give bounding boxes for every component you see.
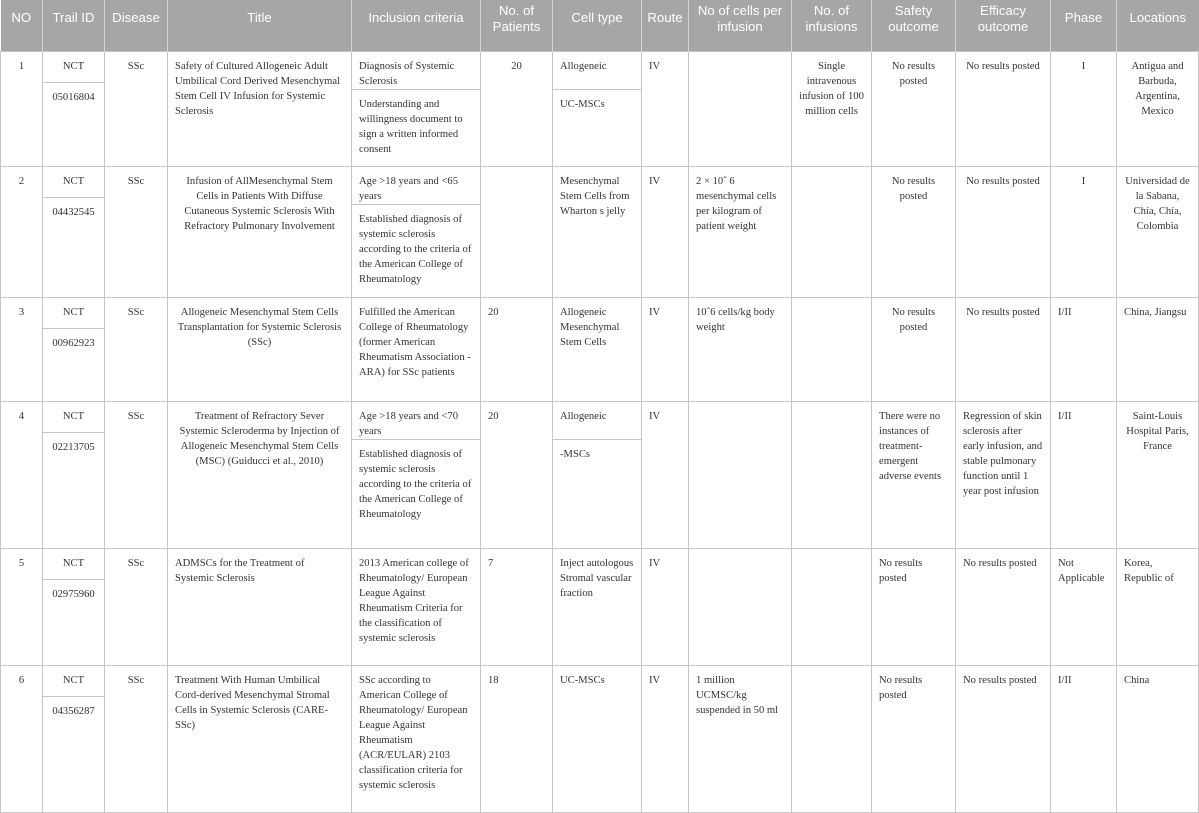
cell-route: IV: [642, 666, 689, 813]
cell-location: Korea, Republic of: [1117, 549, 1199, 666]
inclusion-criterion-1: Diagnosis of Systemic Sclerosis: [359, 61, 455, 87]
cell-cell-type: UC-MSCs: [553, 666, 642, 813]
cell-location: Antigua and Barbuda, Argentina, Mexico: [1117, 52, 1199, 167]
cell-cell-type: Mesenchymal Stem Cells from Wharton s jelly: [553, 167, 642, 298]
trail-id-prefix: NCT: [62, 61, 85, 72]
cell-route: IV: [642, 167, 689, 298]
cell-trail-id: [43, 52, 105, 167]
cell-title: Allogeneic Mesenchymal Stem Cells Transplantation for Systemic Sclerosis (SSc): [168, 298, 352, 402]
table-row: [1, 666, 1199, 813]
cell-cells-per-infusion: [689, 402, 792, 549]
cell-infusions: [792, 666, 872, 813]
cell-no: 2: [1, 167, 43, 298]
inclusion-criterion-2: Understanding and willingness document to sign a written informed consent: [352, 89, 480, 160]
cell-disease: SSc: [105, 298, 168, 402]
cell-cells-per-infusion: 2 × 10ˆ 6 mesenchymal cells per kilogram of patient weight: [689, 167, 792, 298]
cell-title: Treatment of Refractory Sever Systemic Scleroderma by Injection of Allogeneic Mesenchymal Stem Cells (MSC) (Guiducci et al., 2010): [168, 402, 352, 549]
cell-phase: I/II: [1051, 402, 1117, 549]
header-cell-type: Cell type: [553, 0, 642, 52]
header-inclusion-criteria: Inclusion criteria: [352, 0, 481, 52]
cell-no: 1: [1, 52, 43, 167]
cell-cell-type: Allogeneic Mesenchymal Stem Cells: [553, 298, 642, 402]
header-row: [1, 0, 1199, 52]
table-row: [1, 167, 1199, 298]
cell-patients: 20: [481, 402, 553, 549]
inclusion-criterion-1: Age >18 years and <70 years: [359, 411, 459, 437]
cell-phase: Not Applicable: [1051, 549, 1117, 666]
cell-title: Treatment With Human Umbilical Cord-derived Mesenchymal Stromal Cells in Systemic Sclerosis (CARE-SSc): [168, 666, 352, 813]
cell-infusions: Single intravenous infusion of 100 million cells: [792, 52, 872, 167]
cell-cell-type: Inject autologous Stromal vascular fraction: [553, 549, 642, 666]
cell-safety: No results posted: [872, 167, 956, 298]
cell-no: 4: [1, 402, 43, 549]
trail-id-prefix: NCT: [62, 558, 85, 569]
cell-cells-per-infusion: [689, 549, 792, 666]
cell-safety: There were no instances of treatment-emergent adverse events: [872, 402, 956, 549]
cell-patients: 20: [481, 52, 553, 167]
trail-id-number: 02213705: [43, 432, 104, 458]
header-disease: Disease: [105, 0, 168, 52]
cell-disease: SSc: [105, 549, 168, 666]
cell-route: IV: [642, 52, 689, 167]
cell-trail-id: [43, 666, 105, 813]
cell-patients: [481, 167, 553, 298]
cell-cell-type: [553, 402, 642, 549]
cell-location: Saint-Louis Hospital Paris, France: [1117, 402, 1199, 549]
cell-efficacy: Regression of skin sclerosis after early infusion, and stable pulmonary function until 1 year post infusion: [956, 402, 1051, 549]
cell-disease: SSc: [105, 402, 168, 549]
cell-inclusion: [352, 52, 481, 167]
table-row: [1, 402, 1199, 549]
cell-trail-id: [43, 549, 105, 666]
cell-trail-id: [43, 402, 105, 549]
header-route: Route: [642, 0, 689, 52]
trail-id-number: 02975960: [43, 579, 104, 605]
cell-title: Infusion of AllMesenchymal Stem Cells in Patients With Diffuse Cutaneous Systemic Sclerosis With Refractory Pulmonary Involvement: [168, 167, 352, 298]
cell-title: ADMSCs for the Treatment of Systemic Sclerosis: [168, 549, 352, 666]
cell-type-1: Allogeneic: [560, 61, 607, 72]
header-no-of-infusions: No. of infusions: [792, 0, 872, 52]
header-no: NO: [1, 0, 43, 52]
cell-infusions: [792, 549, 872, 666]
cell-type-2: -MSCs: [553, 439, 641, 465]
table-row: [1, 52, 1199, 167]
cell-inclusion: [352, 402, 481, 549]
cell-cells-per-infusion: 10ˆ6 cells/kg body weight: [689, 298, 792, 402]
trail-id-number: 00962923: [43, 328, 104, 354]
trail-id-prefix: NCT: [62, 176, 85, 187]
cell-safety: No results posted: [872, 549, 956, 666]
cell-disease: SSc: [105, 52, 168, 167]
inclusion-criterion-2: Established diagnosis of systemic sclerosis according to the criteria of the American College of Rheumatology: [352, 204, 480, 290]
cell-safety: No results posted: [872, 666, 956, 813]
header-cells-per-infusion: No of cells per infusion: [689, 0, 792, 52]
header-safety-outcome: Safety outcome: [872, 0, 956, 52]
inclusion-criterion-2: Established diagnosis of systemic sclerosis according to the criteria of the American College of Rheumatology: [352, 439, 480, 525]
trail-id-number: 04432545: [43, 197, 104, 223]
cell-location: China: [1117, 666, 1199, 813]
cell-phase: I/II: [1051, 666, 1117, 813]
cell-no: 3: [1, 298, 43, 402]
cell-safety: No results posted: [872, 298, 956, 402]
cell-trail-id: [43, 167, 105, 298]
cell-patients: 20: [481, 298, 553, 402]
cell-route: IV: [642, 402, 689, 549]
trail-id-number: 05016804: [43, 82, 104, 108]
header-phase: Phase: [1051, 0, 1117, 52]
cell-phase: I/II: [1051, 298, 1117, 402]
cell-inclusion: 2013 American college of Rheumatology/ European League Against Rheumatism Criteria for the classification of systemic sclerosis: [352, 549, 481, 666]
cell-efficacy: No results posted: [956, 666, 1051, 813]
cell-efficacy: No results posted: [956, 167, 1051, 298]
cell-no: 5: [1, 549, 43, 666]
trail-id-prefix: NCT: [62, 675, 85, 686]
cell-cell-type: [553, 52, 642, 167]
cell-patients: 7: [481, 549, 553, 666]
cell-type-2: UC-MSCs: [553, 89, 641, 115]
header-trail-id: Trail ID: [43, 0, 105, 52]
cell-disease: SSc: [105, 666, 168, 813]
cell-inclusion: [352, 167, 481, 298]
header-no-of-patients: No. of Patients: [481, 0, 553, 52]
cell-phase: I: [1051, 167, 1117, 298]
header-title: Title: [168, 0, 352, 52]
header-efficacy-outcome: Efficacy outcome: [956, 0, 1051, 52]
cell-cells-per-infusion: [689, 52, 792, 167]
cell-type-1: Allogeneic: [560, 411, 607, 422]
cell-route: IV: [642, 549, 689, 666]
cell-title: Safety of Cultured Allogeneic Adult Umbilical Cord Derived Mesenchymal Stem Cell IV Infusion for Systemic Sclerosis: [168, 52, 352, 167]
table-row: [1, 298, 1199, 402]
inclusion-criterion-1: Age >18 years and <65 years: [359, 176, 459, 202]
header-locations: Locations: [1117, 0, 1199, 52]
cell-efficacy: No results posted: [956, 298, 1051, 402]
cell-route: IV: [642, 298, 689, 402]
cell-phase: I: [1051, 52, 1117, 167]
cell-location: China, Jiangsu: [1117, 298, 1199, 402]
cell-safety: No results posted: [872, 52, 956, 167]
cell-efficacy: No results posted: [956, 52, 1051, 167]
cell-infusions: [792, 167, 872, 298]
trail-id-number: 04356287: [43, 696, 104, 722]
trail-id-prefix: NCT: [62, 307, 85, 318]
cell-inclusion: SSc according to American College of Rheumatology/ European League Against Rheumatism (ACR/EULAR) 2103 classification criteria for systemic sclerosis: [352, 666, 481, 813]
cell-cells-per-infusion: 1 million UCMSC/kg suspended in 50 ml: [689, 666, 792, 813]
cell-patients: 18: [481, 666, 553, 813]
cell-no: 6: [1, 666, 43, 813]
cell-infusions: [792, 298, 872, 402]
cell-trail-id: [43, 298, 105, 402]
cell-disease: SSc: [105, 167, 168, 298]
trail-id-prefix: NCT: [62, 411, 85, 422]
cell-inclusion: Fulfilled the American College of Rheumatology (former American Rheumatism Association - ARA) for SSc patients: [352, 298, 481, 402]
cell-efficacy: No results posted: [956, 549, 1051, 666]
cell-location: Universidad de la Sabana, Chía, Chía, Colombia: [1117, 167, 1199, 298]
cell-infusions: [792, 402, 872, 549]
table-row: [1, 549, 1199, 666]
